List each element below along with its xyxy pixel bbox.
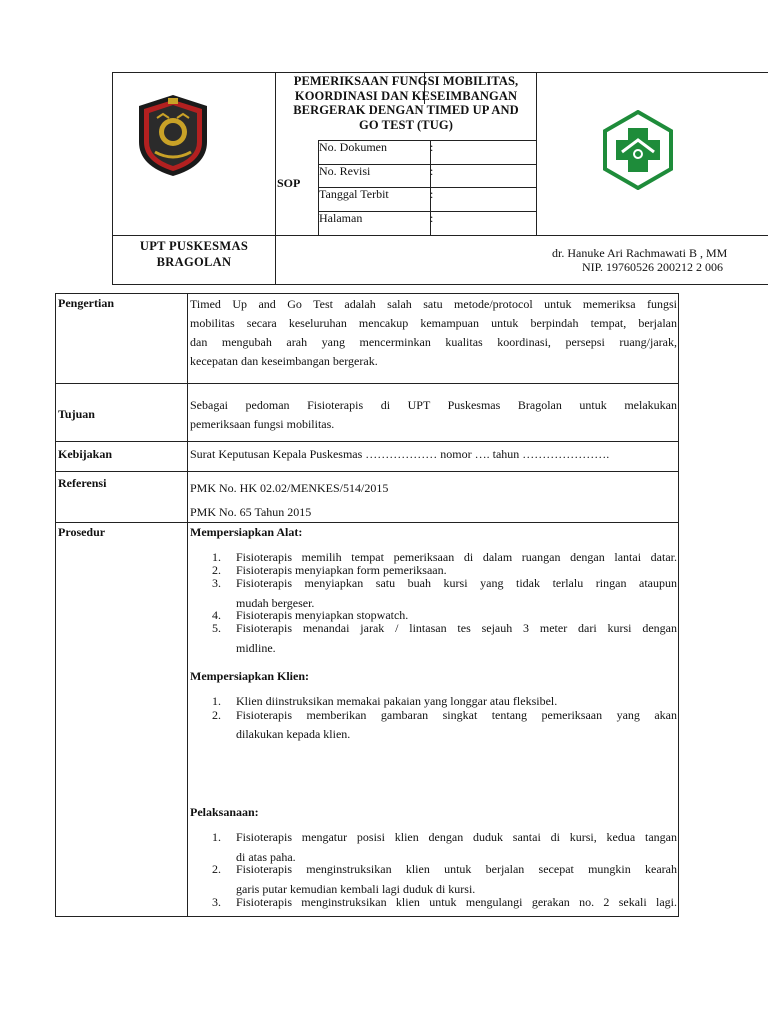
text-line: kecepatan dan keseimbangan bergerak. bbox=[190, 354, 378, 368]
list-number: 3. bbox=[212, 895, 221, 909]
meta-colon: : bbox=[430, 211, 434, 225]
institution-name bbox=[113, 238, 275, 270]
list-text: di atas paha. bbox=[236, 850, 296, 864]
text-tujuan bbox=[190, 396, 677, 434]
text-line: dan mengubah arah yang mencerminkan kualitas koordinasi, persepsi ruang/jarak, bbox=[190, 335, 677, 349]
signatory-name: dr. Hanuke Ari Rachmawati B , MM bbox=[552, 246, 728, 260]
text-line: Timed Up and Go Test adalah salah satu metode/protocol untuk memeriksa fungsi bbox=[190, 297, 677, 311]
list-text: Fisioterapis menginstruksikan klien untuk berjalan secepat mungkin kearah bbox=[236, 862, 677, 876]
meta-label-no-dokumen: No. Dokumen bbox=[319, 140, 387, 154]
list-number: 2. bbox=[212, 563, 221, 577]
reference-item: PMK No. 65 Tahun 2015 bbox=[190, 505, 312, 519]
list-text: dilakukan kepada klien. bbox=[236, 727, 351, 741]
reference-item: PMK No. HK 02.02/MENKES/514/2015 bbox=[190, 481, 389, 495]
list-text: Fisioterapis memilih tempat pemeriksaan di dalam ruangan dengan lantai datar. bbox=[236, 550, 677, 564]
title-line: KOORDINASI DAN KESEIMBANGAN bbox=[294, 88, 518, 103]
title-line: PEMERIKSAAN FUNGSI MOBILITAS, bbox=[293, 74, 519, 88]
text-pengertian bbox=[190, 295, 677, 371]
institution-line: BRAGOLAN bbox=[156, 255, 232, 269]
list-text: Fisioterapis menandai jarak / lintasan tes sejauh 3 meter dari kursi dengan bbox=[236, 621, 677, 635]
label-referensi: Referensi bbox=[58, 476, 107, 490]
text-kebijakan: Surat Keputusan Kepala Puskesmas ……………… nomor …. tahun …………………. bbox=[190, 447, 610, 461]
signatory-nip: NIP. 19760526 200212 2 006 bbox=[582, 260, 724, 274]
label-tujuan: Tujuan bbox=[58, 407, 95, 421]
list-number: 5. bbox=[212, 621, 221, 635]
text-line: mobilitas secara keseluruhan mencakup kemampuan untuk berpindah tempat, berjalan bbox=[190, 316, 677, 330]
heading-alat: Mempersiapkan Alat: bbox=[190, 525, 303, 539]
label-kebijakan: Kebijakan bbox=[58, 447, 113, 461]
text-line: Sebagai pedoman Fisioterapis di UPT Puskesmas Bragolan untuk melakukan bbox=[190, 398, 677, 412]
title-line: GO TEST (TUG) bbox=[359, 117, 453, 132]
list-number: 3. bbox=[212, 576, 221, 590]
meta-colon: : bbox=[430, 187, 434, 201]
regency-emblem-icon bbox=[133, 92, 213, 178]
document-title bbox=[276, 74, 536, 132]
list-number: 2. bbox=[212, 708, 221, 722]
meta-colon: : bbox=[430, 164, 434, 178]
list-number: 4. bbox=[212, 608, 221, 622]
list-number: 1. bbox=[212, 830, 221, 844]
label-pengertian: Pengertian bbox=[58, 296, 114, 310]
institution-line: UPT PUSKESMAS bbox=[139, 239, 249, 253]
text-line: pemeriksaan fungsi mobilitas. bbox=[190, 417, 335, 431]
label-prosedur: Prosedur bbox=[58, 525, 106, 539]
meta-label-no-revisi: No. Revisi bbox=[319, 164, 371, 178]
list-number: 2. bbox=[212, 862, 221, 876]
title-line: BERGERAK DENGAN TIMED UP AND bbox=[293, 103, 519, 118]
text-referensi bbox=[190, 476, 677, 524]
heading-klien: Mempersiapkan Klien: bbox=[190, 669, 309, 683]
list-number: 1. bbox=[212, 550, 221, 564]
sop-label: SOP bbox=[277, 176, 301, 190]
list-text: midline. bbox=[236, 641, 276, 655]
meta-colon: : bbox=[430, 140, 434, 154]
list-number: 1. bbox=[212, 694, 221, 708]
puskesmas-cross-icon bbox=[598, 110, 678, 190]
list-text: Fisioterapis menyiapkan form pemeriksaan. bbox=[236, 563, 447, 577]
list-text: Klien diinstruksikan memakai pakaian yang longgar atau fleksibel. bbox=[236, 694, 558, 708]
list-text: Fisioterapis menginstruksikan klien untuk mengulangi gerakan no. 2 sekali lagi. bbox=[236, 895, 677, 909]
list-text: garis putar kemudian kembali lagi duduk di kursi. bbox=[236, 882, 476, 896]
signatory-block bbox=[552, 246, 768, 274]
list-text: Fisioterapis memberikan gambaran singkat tentang pemeriksaan yang akan bbox=[236, 708, 677, 722]
meta-label-tanggal-terbit: Tanggal Terbit bbox=[319, 187, 389, 201]
list-text: Fisioterapis menyiapkan stopwatch. bbox=[236, 608, 409, 622]
heading-pelaksanaan: Pelaksanaan: bbox=[190, 805, 259, 819]
list-text: Fisioterapis mengatur posisi klien dengan duduk santai di kursi, kedua tangan bbox=[236, 830, 677, 844]
list-text: mudah bergeser. bbox=[236, 596, 315, 610]
meta-label-halaman: Halaman bbox=[319, 211, 363, 225]
list-text: Fisioterapis menyiapkan satu buah kursi yang tidak terlalu ringan ataupun bbox=[236, 576, 677, 590]
